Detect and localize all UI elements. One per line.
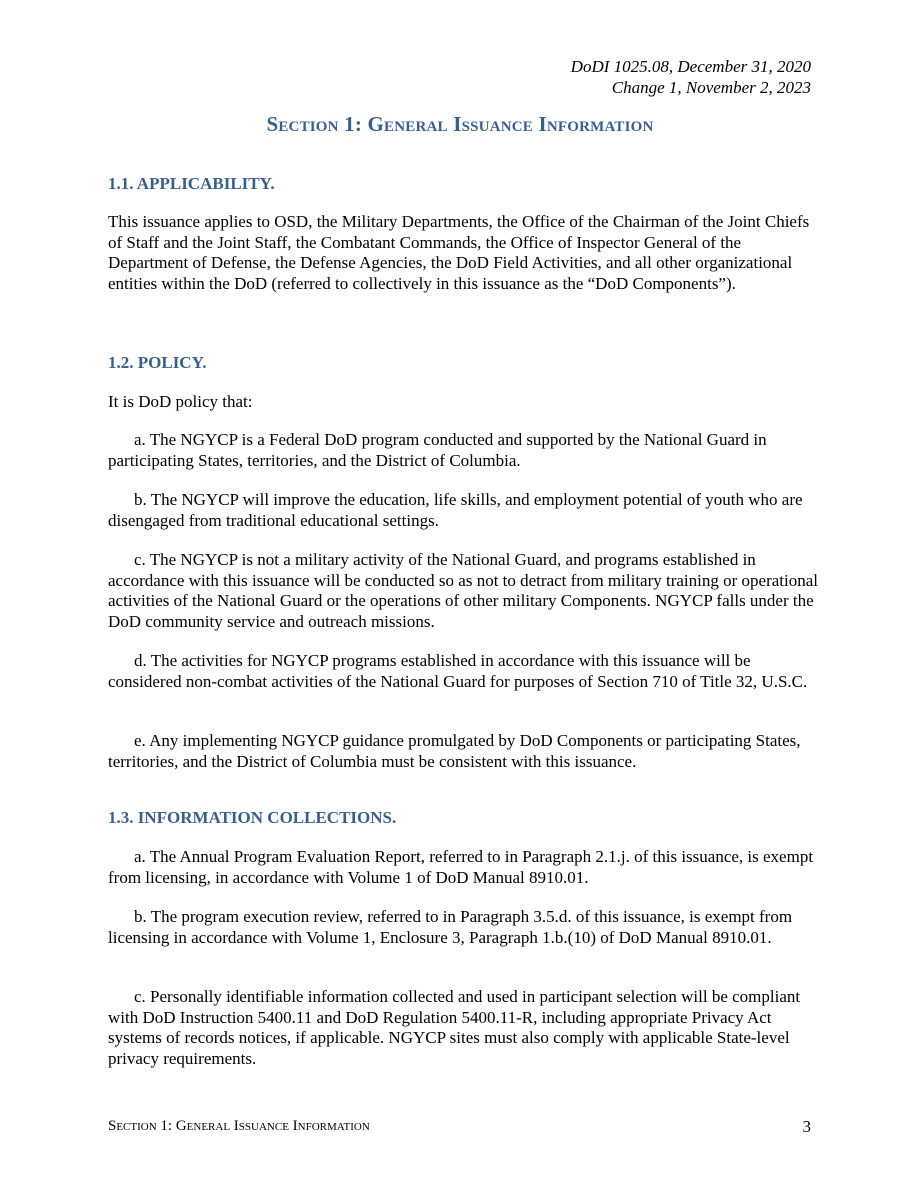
policy-item-a: a. The NGYCP is a Federal DoD program conducted and supported by the National Guard in participating States, territories, and the District of Columbia. (108, 430, 767, 470)
heading-applicability: 1.1. APPLICABILITY. (108, 174, 275, 193)
section-title: Section 1: General Issuance Information (266, 112, 654, 136)
policy-item-b: b. The NGYCP will improve the education, life skills, and employment potential of youth who are disengaged from traditional educational settings. (108, 490, 803, 530)
policy-item-c: c. The NGYCP is not a military activity of the National Guard, and programs established in accordance with this issuance will be conducted so as not to detract from military training or operational activities of the National Guard or the operations of other military Components. NGYCP falls under the DoD community service and outreach missions. (108, 550, 818, 631)
header-issuance-date: DoDI 1025.08, December 31, 2020 (570, 57, 811, 76)
running-header (571, 56, 811, 98)
heading-policy: 1.2. POLICY. (108, 353, 207, 372)
policy-intro: It is DoD policy that: (108, 392, 253, 411)
info-collection-item-b: b. The program execution review, referred to in Paragraph 3.5.d. of this issuance, is exempt from licensing in accordance with Volume 1, Enclosure 3, Paragraph 1.b.(10) of DoD Manual 8910.01. (108, 907, 793, 947)
footer-section-label: Section 1: General Issuance Information (108, 1118, 370, 1134)
policy-item-d: d. The activities for NGYCP programs established in accordance with this issuance will be considered non-combat activities of the National Guard for purposes of Section 710 of Title 32, U.S.C. (108, 651, 808, 691)
info-collection-item-c: c. Personally identifiable information collected and used in participant selection will be compliant with DoD Instruction 5400.11 and DoD Regulation 5400.11-R, including appropriate Privacy Act systems of records notices, if applicable. NGYCP sites must also comply with applicable State-level privacy requirements. (108, 987, 801, 1068)
policy-item-e: e. Any implementing NGYCP guidance promulgated by DoD Components or participating States, territories, and the District of Columbia must be consistent with this issuance. (108, 731, 801, 771)
paragraph-applicability: This issuance applies to OSD, the Military Departments, the Office of the Chairman of the Joint Chiefs of Staff and the Joint Staff, the Combatant Commands, the Office of Inspector General of the Department of Defense, the Defense Agencies, the DoD Field Activities, and all other organizational entities within the DoD (referred to collectively in this issuance as the “DoD Components”). (108, 212, 810, 293)
header-change-date: Change 1, November 2, 2023 (611, 78, 811, 97)
info-collection-item-a: a. The Annual Program Evaluation Report, referred to in Paragraph 2.1.j. of this issuance, is exempt from licensing, in accordance with Volume 1 of DoD Manual 8910.01. (108, 847, 814, 887)
footer-page-number: 3 (802, 1117, 811, 1136)
heading-information-collections: 1.3. INFORMATION COLLECTIONS. (108, 808, 397, 827)
